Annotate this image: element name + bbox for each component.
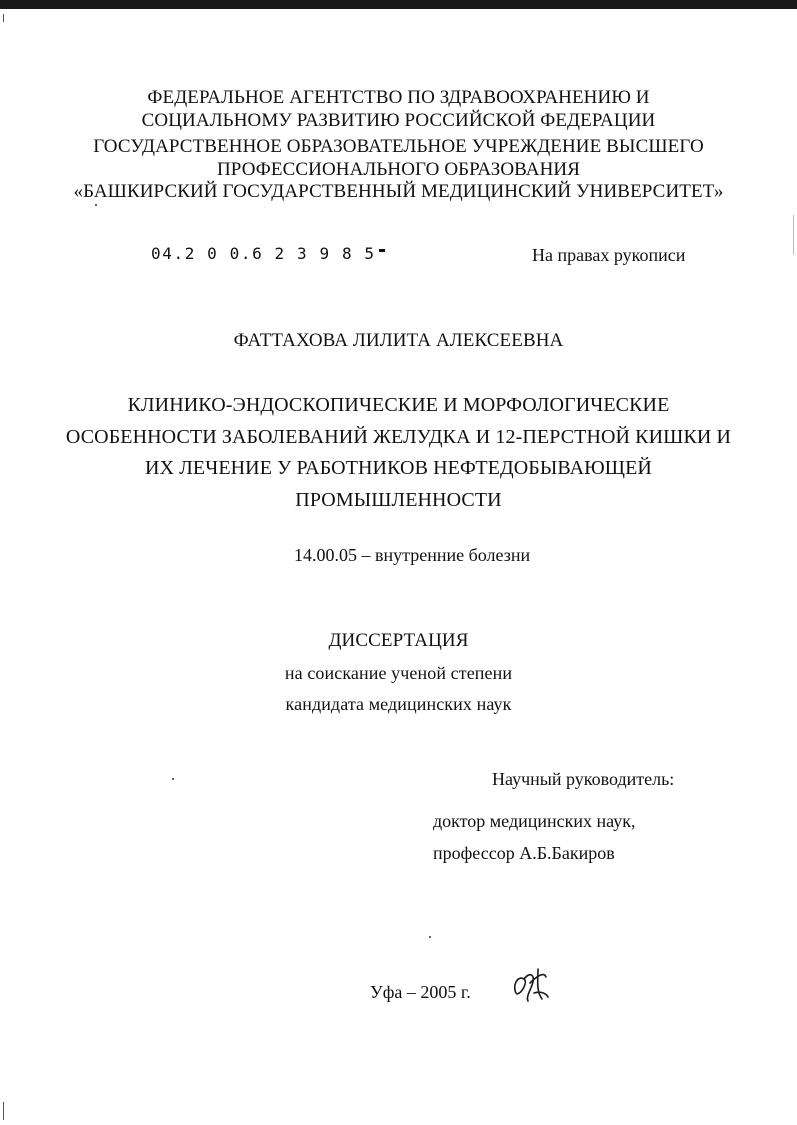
- degree-line-1: на соискание ученой степени: [284, 663, 513, 683]
- agency-line-2: СОЦИАЛЬНОМУ РАЗВИТИЮ РОССИЙСКОЙ ФЕДЕРАЦИИ: [141, 110, 656, 131]
- supervisor-degree: доктор медицинских наук,: [433, 811, 636, 831]
- supervisor-label: Научный руководитель:: [492, 769, 675, 789]
- scan-artifact: [3, 14, 4, 22]
- institution-line-2: ПРОФЕССИОНАЛЬНОГО ОБРАЗОВАНИЯ: [216, 159, 580, 180]
- degree-line-2: кандидата медицинских наук: [285, 694, 512, 714]
- registration-code: [151, 244, 385, 264]
- thesis-title-line-1: КЛИНИКО-ЭНДОСКОПИЧЕСКИЕ И МОРФОЛОГИЧЕСКИЕ: [127, 394, 670, 416]
- institution-line-3: «БАШКИРСКИЙ ГОСУДАРСТВЕННЫЙ МЕДИЦИНСКИЙ УНИВЕРСИТЕТ»: [73, 181, 724, 202]
- scan-speck: [172, 778, 174, 780]
- registration-code-text: 04.2 0 0.6 2 3 9 8 5: [151, 244, 376, 263]
- manuscript-note: На правах рукописи: [532, 245, 686, 265]
- scan-speck: [429, 936, 431, 938]
- scan-artifact: [3, 1102, 4, 1120]
- scan-artifact: [793, 215, 794, 255]
- specialty: 14.00.05 – внутренние болезни: [294, 545, 531, 565]
- thesis-title-line-2: ОСОБЕННОСТИ ЗАБОЛЕВАНИЙ ЖЕЛУДКА И 12-ПЕРСТНОЙ КИШКИ И: [65, 426, 732, 448]
- document-type: ДИССЕРТАЦИЯ: [328, 630, 469, 651]
- author-name: ФАТТАХОВА ЛИЛИТА АЛЕКСЕЕВНА: [233, 330, 564, 351]
- scan-speck: [95, 204, 97, 206]
- supervisor-name: профессор А.Б.Бакиров: [433, 843, 615, 863]
- scan-top-border: [0, 0, 797, 9]
- institution-line-1: ГОСУДАРСТВЕННОЕ ОБРАЗОВАТЕЛЬНОЕ УЧРЕЖДЕНИЕ ВЫСШЕГО: [93, 136, 704, 157]
- handwritten-signature: [508, 963, 554, 1007]
- registration-code-mark: [379, 249, 385, 252]
- agency-line-1: ФЕДЕРАЛЬНОЕ АГЕНТСТВО ПО ЗДРАВООХРАНЕНИЮ И: [147, 87, 650, 108]
- city-year: Уфа – 2005 г.: [370, 982, 471, 1002]
- thesis-title-line-4: ПРОМЫШЛЕННОСТИ: [295, 489, 502, 511]
- thesis-title-line-3: ИХ ЛЕЧЕНИЕ У РАБОТНИКОВ НЕФТЕДОБЫВАЮЩЕЙ: [145, 457, 652, 479]
